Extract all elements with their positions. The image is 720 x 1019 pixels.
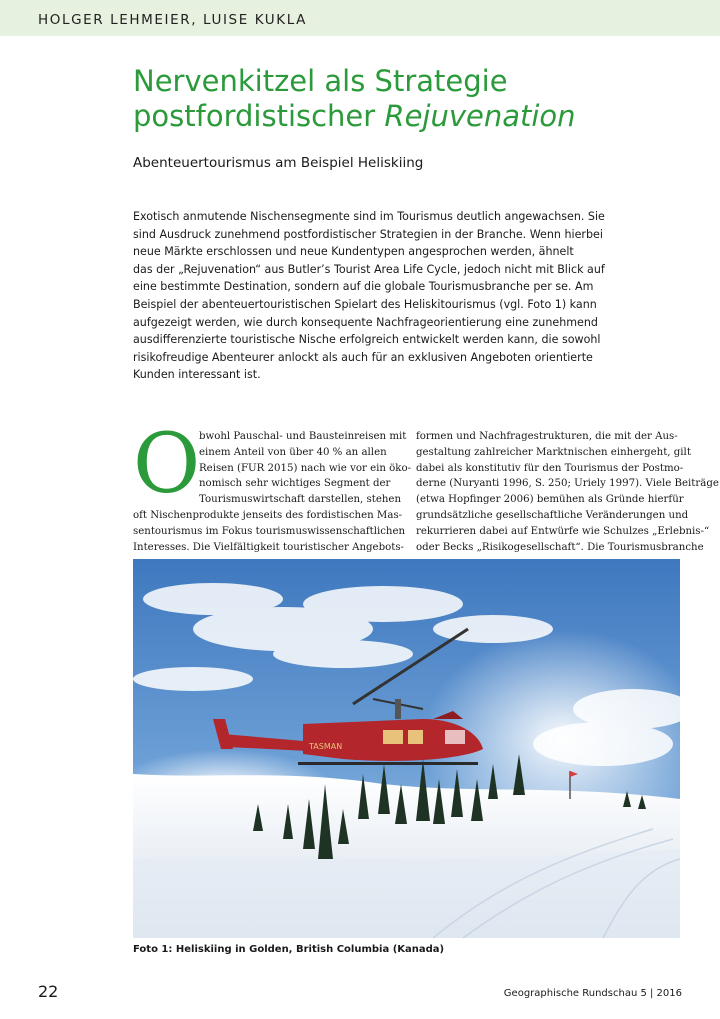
body-column-left bbox=[133, 429, 412, 555]
lead-paragraph bbox=[133, 208, 613, 384]
author-names: HOLGER LEHMEIER, LUISE KUKLA bbox=[38, 12, 308, 28]
helicopter-label: TASMAN bbox=[309, 742, 343, 751]
body-line: derne (Nuryanti 1996, S. 250; Uriely 1997). Viele Beiträge bbox=[416, 478, 719, 490]
body-line: grundsätzliche gesellschaftliche Veränderungen und bbox=[416, 509, 689, 521]
photo-caption: Foto 1: Heliskiing in Golden, British Columbia (Kanada) bbox=[133, 944, 445, 955]
header-band bbox=[0, 0, 720, 36]
lead-line: risikofreudige Abenteurer anlockt als auch für an exklusiven Angeboten orientierte bbox=[133, 350, 593, 364]
body-line: gestaltung zahlreicher Marktnischen einhergeht, gilt bbox=[416, 446, 691, 458]
title-italic-word: Rejuvenation bbox=[384, 99, 576, 133]
lead-line: sind Ausdruck zunehmend postfordistischer Strategien in der Branche. Wenn hierbei bbox=[133, 227, 603, 241]
lead-line: Beispiel der abenteuertouristischen Spielart des Heliskitourismus (vgl. Foto 1) kann bbox=[133, 297, 597, 311]
body-line: rekurrieren dabei auf Entwürfe wie Schulzes „Erlebnis-“ bbox=[416, 525, 710, 537]
lead-line: das der „Rejuvenation“ aus Butler’s Tourist Area Life Cycle, jedoch nicht mit Blick auf bbox=[133, 262, 605, 276]
body-line: nomisch sehr wichtiges Segment der bbox=[199, 478, 391, 490]
body-line: Interesses. Die Vielfältigkeit touristischer Angebots- bbox=[133, 541, 404, 553]
lead-line: neue Märkte erschlossen und neue Kundentypen angesprochen werden, ähnelt bbox=[133, 245, 574, 259]
body-line: (etwa Hopfinger 2006) bemühen als Gründe hierfür bbox=[416, 494, 684, 506]
lead-line: Kunden interessant ist. bbox=[133, 368, 261, 382]
body-line: bwohl Pauschal- und Bausteinreisen mit bbox=[199, 431, 407, 442]
journal-reference: Geographische Rundschau 5 | 2016 bbox=[503, 988, 682, 999]
article-title bbox=[133, 64, 693, 134]
body-line: oft Nischenprodukte jenseits des fordistischen Mas- bbox=[133, 509, 403, 521]
lead-line: Exotisch anmutende Nischensegmente sind im Tourismus deutlich angewachsen. Sie bbox=[133, 210, 605, 223]
article-subtitle: Abenteuertourismus am Beispiel Heliskiing bbox=[133, 155, 424, 171]
title-line-1: Nervenkitzel als Strategie bbox=[133, 64, 508, 98]
body-line: dabei als konstitutiv für den Tourismus der Postmo- bbox=[416, 462, 684, 474]
body-line: formen und Nachfragestrukturen, die mit der Aus- bbox=[416, 431, 678, 442]
heliskiing-photo bbox=[133, 559, 680, 938]
photo-illustration bbox=[133, 559, 680, 938]
body-line: Reisen (FUR 2015) nach wie vor ein öko- bbox=[199, 462, 412, 474]
title-line-2: postfordistischer bbox=[133, 99, 385, 133]
lead-line: eine bestimmte Destination, sondern auf die globale Tourismusbranche per se. Am bbox=[133, 280, 594, 294]
body-line: sentourismus im Fokus tourismuswissenschaftlichen bbox=[133, 525, 406, 537]
drop-cap: O bbox=[133, 417, 201, 512]
page-number: 22 bbox=[38, 982, 59, 1001]
lead-line: ausdifferenzierte touristische Nische erfolgreich entwickelt werden kann, die sowohl bbox=[133, 333, 601, 347]
lead-line: aufgezeigt werden, wie durch konsequente Nachfrageorientierung eine zunehmend bbox=[133, 315, 598, 329]
body-line: einem Anteil von über 40 % an allen bbox=[199, 446, 387, 458]
body-line: Tourismuswirtschaft darstellen, stehen bbox=[199, 494, 402, 506]
body-column-right bbox=[416, 429, 719, 555]
body-line: oder Becks „Risikogesellschaft“. Die Tourismusbranche bbox=[416, 541, 704, 553]
